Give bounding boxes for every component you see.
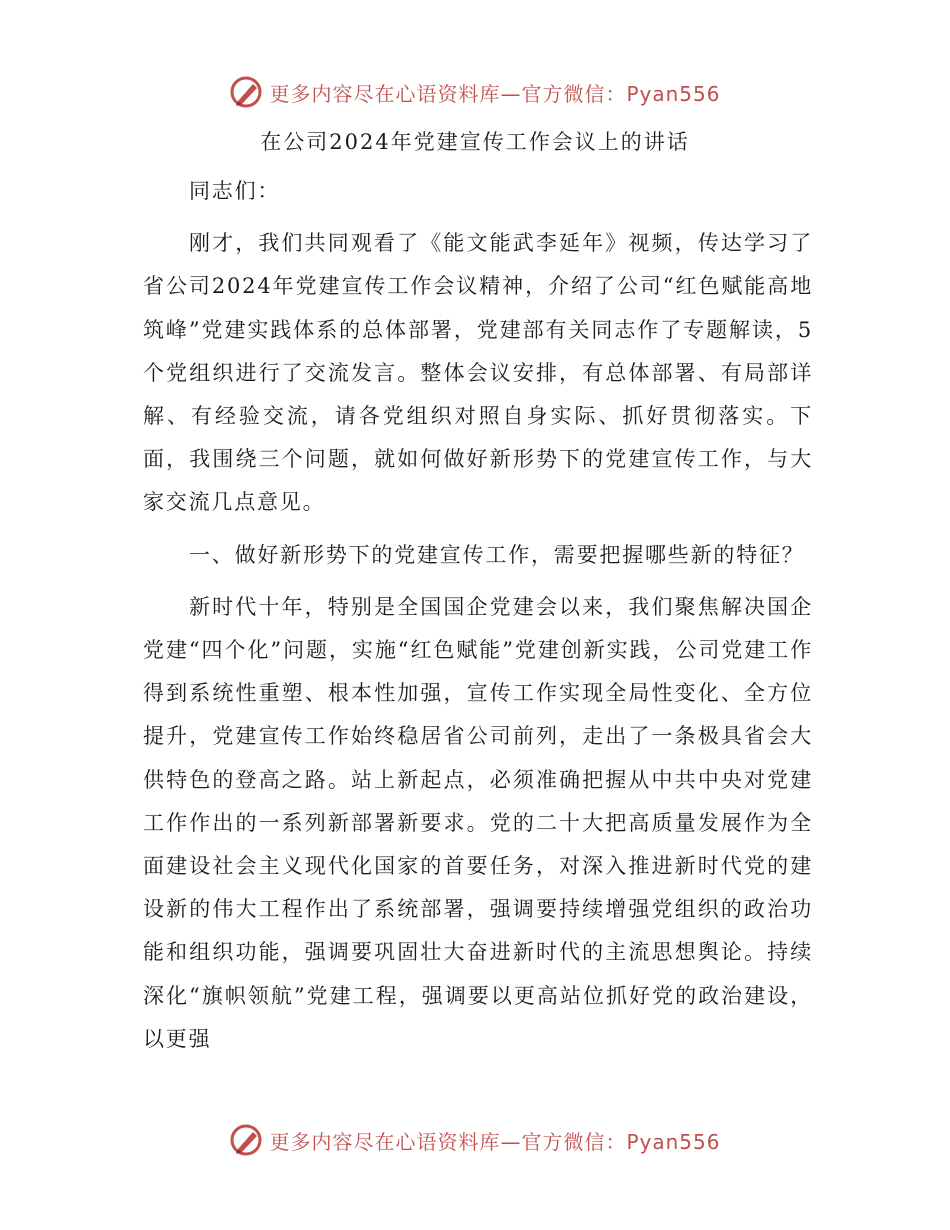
document-body	[143, 170, 813, 1070]
pen-logo-icon	[229, 1122, 265, 1158]
salutation: 同志们：	[189, 179, 281, 203]
section-heading-1: 一、做好新形势下的党建宣传工作，需要把握哪些新的特征？	[189, 542, 805, 567]
watermark-banner-top	[0, 72, 950, 112]
paragraph-section-1: 新时代十年，特别是全国国企党建会以来，我们聚焦解决国企党建“四个化”问题，实施“红色赋能”党建创新实践，公司党建工作得到系统性重塑、根本性加强，宣传工作实现全局性变化、全方位提升，党建宣传工作始终稳居省公司前列，走出了一条极具省会大供特色的登高之路。站上新起点，必须准确把握从中共中央对党建工作作出的一系列新部署新要求。党的二十大把高质量发展作为全面建设社会主义现代化国家的首要任务，对深入推进新时代党的建设新的伟大工程作出了系统部署，强调要持续增强党组织的政治功能和组织功能，强调要巩固壮大奋进新时代的主流思想舆论。持续深化“旗帜领航”党建工程，强调要以更高站位抓好党的政治建设，以更强	[143, 594, 813, 1051]
paragraph-intro: 刚才，我们共同观看了《能文能武李延年》视频，传达学习了省公司2024年党建宣传工作会议精神，介绍了公司“红色赋能高地筑峰”党建实践体系的总体部署，党建部有关同志作了专题解读，5个党组织进行了交流发言。整体会议安排，有总体部署、有局部详解、有经验交流，请各党组织对照自身实际、抓好贯彻落实。下面，我围绕三个问题，就如何做好新形势下的党建宣传工作，与大家交流几点意见。	[143, 231, 814, 515]
watermark-banner-bottom	[0, 1120, 950, 1160]
watermark-text: 更多内容尽在心语资料库—官方微信：Pyan556	[269, 81, 721, 106]
watermark-text: 更多内容尽在心语资料库—官方微信：Pyan556	[269, 1129, 721, 1154]
pen-logo-icon	[229, 74, 265, 110]
document-title: 在公司2024年党建宣传工作会议上的讲话	[260, 130, 690, 154]
